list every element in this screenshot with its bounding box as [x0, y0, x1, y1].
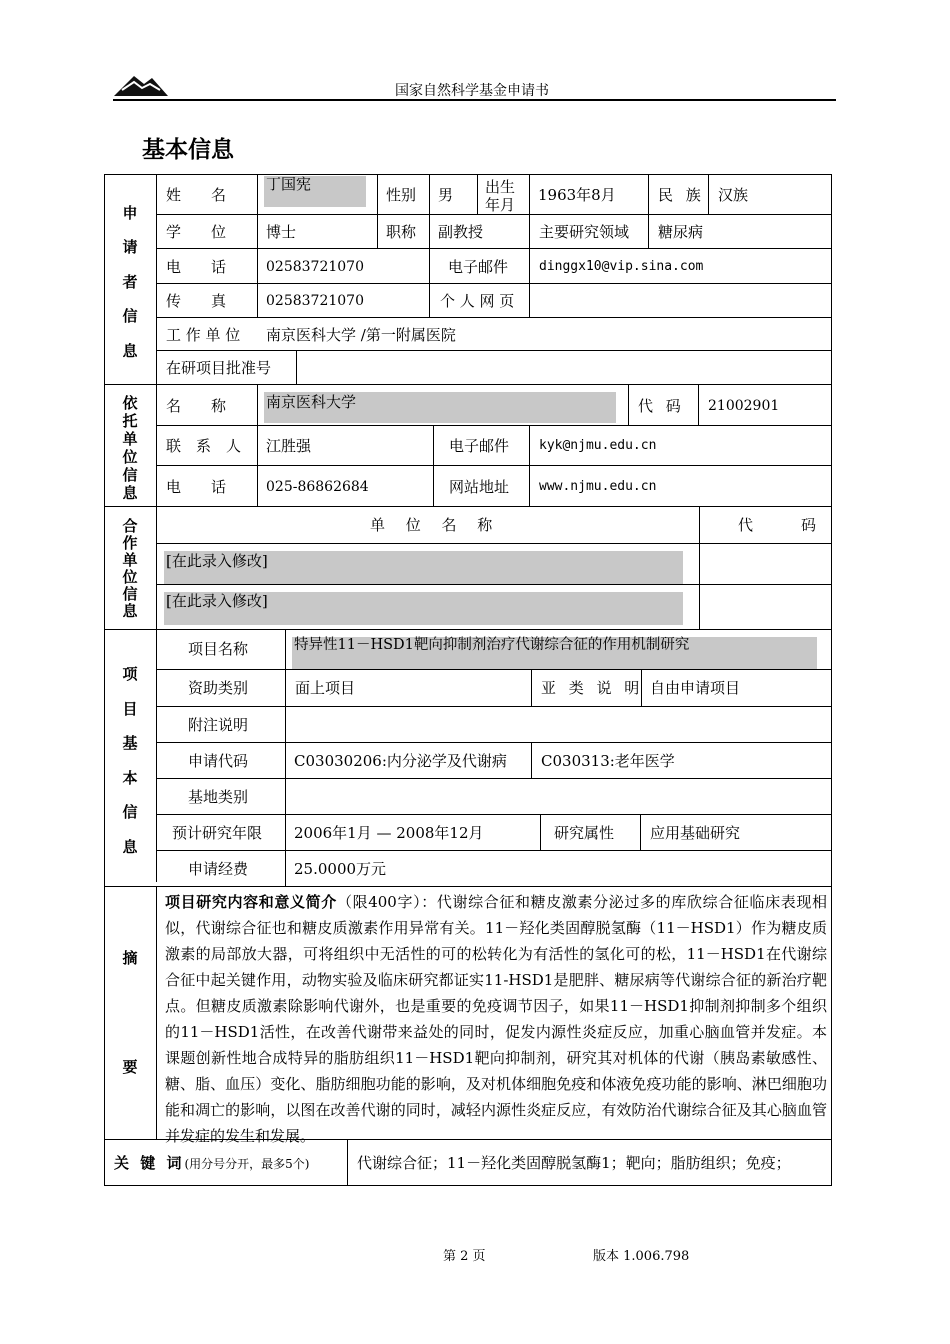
applicant-homepage-label: 个 人 网 页	[440, 292, 515, 310]
applicant-phone: 02583721070	[266, 259, 364, 275]
project-name: 特异性11－HSD1靶向抑制剂治疗代谢综合征的作用机制研究	[294, 637, 690, 653]
footer-page: 第 2 页	[443, 1249, 486, 1264]
host-code: 21002901	[708, 398, 780, 414]
section-title: 基本信息	[142, 137, 234, 163]
applicant-email-label: 电子邮件	[448, 258, 509, 276]
keywords-hint: (用分号分开，最多5个)	[184, 1157, 310, 1171]
project-subtype: 自由申请项目	[650, 679, 741, 697]
applicant-ethnic-label: 民 族	[658, 186, 705, 204]
host-website: www.njmu.edu.cn	[539, 479, 657, 494]
header-title: 国家自然科学基金申请书	[395, 83, 549, 99]
abstract-limit: （限400字）：	[336, 893, 437, 911]
partner-row-1: [在此录入修改]	[166, 552, 268, 570]
applicant-name: 丁国宪	[266, 175, 312, 193]
host-name-label: 名 称	[166, 397, 227, 415]
abstract-heading: 项目研究内容和意义简介	[165, 893, 337, 911]
host-code-label: 代 码	[638, 397, 685, 415]
applicant-gender: 男	[438, 186, 454, 204]
host-email-label: 电子邮件	[449, 437, 510, 455]
project-funding-label: 资助类别	[188, 679, 249, 697]
applicant-gender-label: 性别	[386, 186, 417, 204]
header-rule	[113, 99, 836, 101]
abstract-body: 代谢综合征和糖皮激素分泌过多的库欣综合征临床表现相似，代谢综合征也和糖皮质激素作用异常有关。11－羟化类固醇脱氢酶（11－HSD1）作为糖皮质激素的局部放大器，可将组织中无活性的可的松转化为有活性的氢化可的松，11－HSD1在代谢综合征中起关键作用，动物实验及临床研究都证实11-HSD1是肥胖、糖尿病等代谢综合征的新治疗靶点。但糖皮质激素除影响代谢外，也是重要的免疫调节因子，如果11－HSD1抑制剂抑制多个组织的11－HSD1活性，在改善代谢带来益处的同时，促发内源性炎症反应，加重心脑血管并发症。本课题创新性地合成特异的脂肪组织11－HSD1靶向抑制剂，研究其对机体的代谢（胰岛素敏感性、糖、脂、血压）变化、脂肪细胞功能的影响，及对机体细胞免疫和体液免疫功能的影响、淋巴细胞功能和凋亡的影响，以图在改善代谢的同时，减轻内源性炎症反应，有效防治代谢综合征及其心脑血管并发症的发生和发展。	[165, 893, 827, 1145]
keywords-label: 关 键 词	[114, 1154, 185, 1172]
applicant-birth: 1963年8月	[538, 186, 616, 204]
applicant-org: 南京医科大学 /第一附属医院	[266, 326, 456, 344]
applicant-org-label: 工 作 单 位	[166, 326, 241, 344]
project-period: 2006年1月 — 2008年12月	[294, 824, 484, 842]
project-attr-label: 研究属性	[554, 824, 615, 842]
host-phone: 025-86862684	[266, 479, 369, 495]
applicant-degree-label: 学 位	[166, 223, 227, 241]
applicant-field-label: 主要研究领域	[539, 223, 630, 241]
applicant-fax-label: 传 真	[166, 292, 227, 310]
project-budget: 25.0000万元	[294, 860, 387, 878]
project-code-1: C03030206:内分泌学及代谢病	[294, 752, 507, 770]
project-attr: 应用基础研究	[650, 824, 741, 842]
applicant-fax: 02583721070	[266, 293, 364, 309]
applicant-birth-label: 出生年月	[485, 178, 516, 214]
project-code-label: 申请代码	[188, 752, 249, 770]
applicant-ethnic: 汉族	[718, 186, 749, 204]
project-subtype-label: 亚 类 说 明	[541, 679, 644, 697]
host-website-label: 网站地址	[449, 478, 510, 496]
applicant-phone-label: 电 话	[166, 258, 227, 276]
project-period-label: 预计研究年限	[172, 824, 263, 842]
applicant-name-label: 姓 名	[166, 186, 227, 204]
applicant-title: 副教授	[438, 223, 484, 241]
applicant-ongoing-label: 在研项目批准号	[166, 359, 272, 377]
host-name: 南京医科大学	[266, 393, 357, 411]
host-contact: 江胜强	[266, 437, 312, 455]
project-code-2: C030313:老年医学	[541, 752, 675, 770]
keywords-value: 代谢综合征；11－羟化类固醇脱氢酶1；靶向；脂肪组织；免疫；	[357, 1154, 791, 1172]
host-phone-label: 电 话	[166, 478, 227, 496]
applicant-title-label: 职称	[386, 223, 417, 241]
nsfc-mountain-logo-icon	[114, 70, 170, 98]
abstract-text	[165, 889, 827, 1149]
host-contact-label: 联 系 人	[166, 437, 242, 455]
project-budget-label: 申请经费	[188, 860, 249, 878]
partner-row-2: [在此录入修改]	[166, 592, 268, 610]
applicant-field: 糖尿病	[658, 223, 704, 241]
host-email: kyk@njmu.edu.cn	[539, 438, 657, 453]
applicant-email: dinggx10@vip.sina.com	[539, 259, 704, 274]
project-name-label: 项目名称	[188, 640, 249, 658]
partner-name-header: 单 位 名 称	[370, 516, 501, 534]
partner-code-header: 代 码	[738, 516, 823, 534]
project-funding: 面上项目	[295, 679, 356, 697]
keywords-label-row	[114, 1153, 309, 1174]
project-base-label: 基地类别	[188, 788, 249, 806]
applicant-degree: 博士	[266, 223, 297, 241]
footer-version: 版本 1.006.798	[593, 1249, 690, 1264]
project-note-label: 附注说明	[188, 716, 249, 734]
